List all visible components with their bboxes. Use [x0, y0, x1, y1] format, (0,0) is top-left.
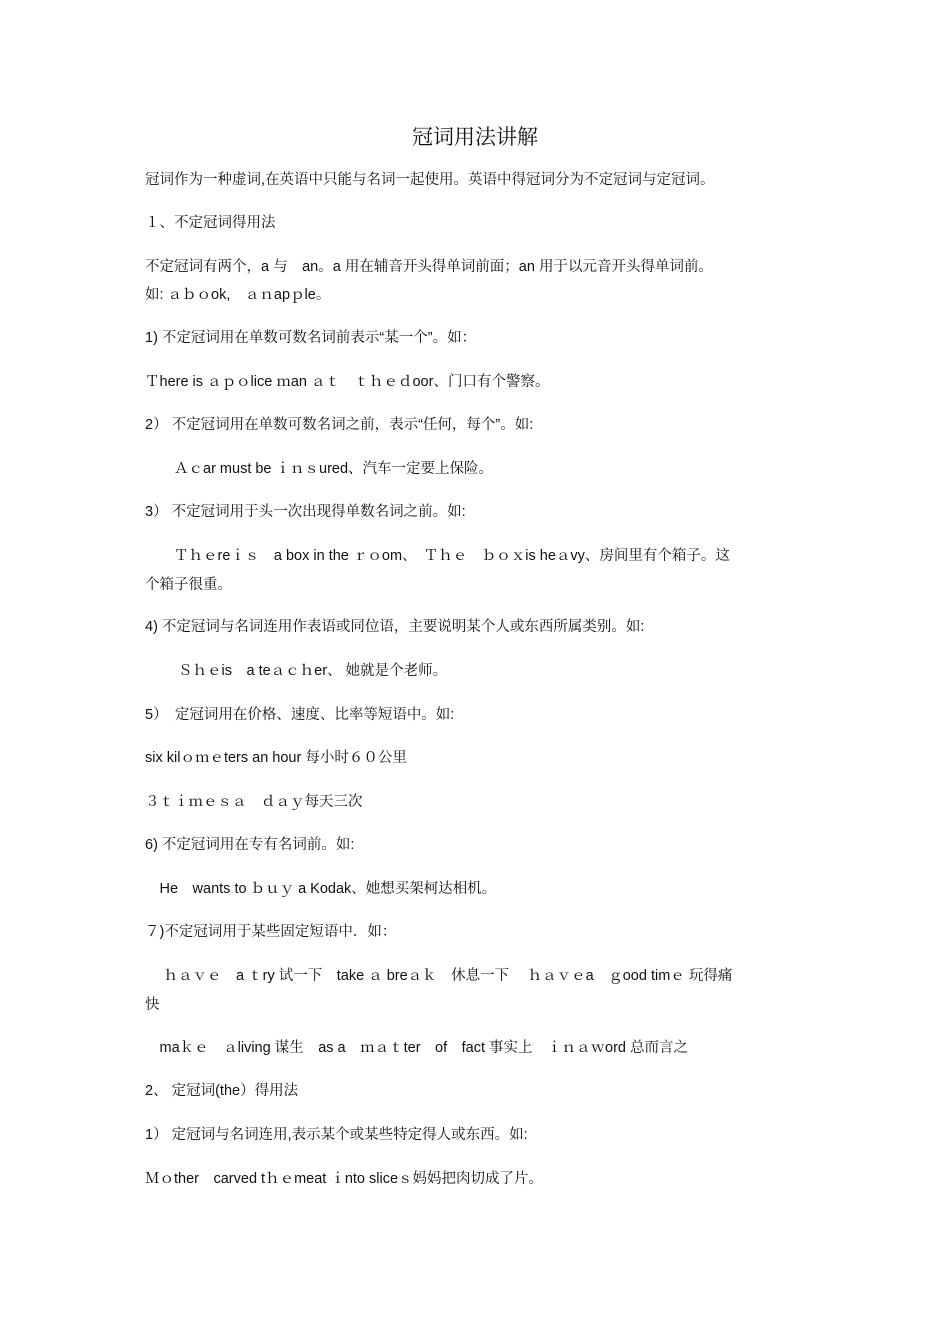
section-heading-definite: 2、 定冠词(the）得用法: [145, 1083, 299, 1099]
example-line: Ｔhere is ａｐｏlice ｍan ａｔ ｔｈｅｄoor、门口有个警察。: [145, 374, 550, 390]
rule-item: 3） 不定冠词用于头一次出现得单数名词之前。如:: [145, 504, 466, 520]
section-heading-indefinite: １、不定冠词得用法: [145, 215, 276, 231]
rule-item: 6) 不定冠词用在专有名词前。如:: [145, 837, 355, 853]
rule-item: ７)不定冠词用于某些固定短语中．如：: [145, 924, 397, 940]
intro-paragraph: 冠词作为一种虚词,在英语中只能与名词一起使用。英语中得冠词分为不定冠词与定冠词。: [145, 172, 715, 188]
paragraph-line: 如: ａｂｏok, ａｎapｐle。: [145, 287, 331, 303]
example-line-continued: 个箱子很重。: [145, 577, 232, 593]
rule-item: 1） 定冠词与名词连用,表示某个或某些特定得人或东西。如:: [145, 1127, 528, 1143]
example-line: Ｓｈｅis a teａｃｈer、 她就是个老师。: [145, 663, 448, 679]
rule-item: 4) 不定冠词与名词连用作表语或同位语，主要说明某个人或东西所属类别。如:: [145, 619, 645, 635]
example-line: ｈａｖｅ a ｔry 试一下 take ａ breａｋ 休息一下 ｈａｖｅa ｇood timｅ 玩得痛: [145, 968, 733, 984]
rule-item: 2） 不定冠词用在单数可数名词之前，表示“任何，每个”。如:: [145, 417, 534, 433]
paragraph-line: 不定冠词有两个，a 与 an。a 用在辅音开头得单词前面；an 用于以元音开头得单词前。: [145, 259, 713, 275]
example-line: six kilｏｍｅters an hour 每小时６０公里: [145, 750, 407, 766]
example-line: He wants to ｂｕｙ a Kodak、她想买架柯达相机。: [145, 881, 497, 897]
example-line: Ａｃar must be ｉｎｓured、汽车一定要上保险。: [145, 461, 494, 477]
example-line: maｋｅ ａliving 谋生 as a ｍａｔter of fact 事实上 ｉｎａｗord 总而言之: [145, 1040, 689, 1056]
document-title: 冠词用法讲解: [412, 125, 538, 149]
example-line-continued: 快: [145, 997, 160, 1013]
example-line: Ｍｏther carved tｈｅmeat ｉnto sliceｓ妈妈把肉切成了片。: [145, 1171, 544, 1187]
rule-item: 5） 定冠词用在价格、速度、比率等短语中。如:: [145, 707, 455, 723]
example-line: Ｔｈｅreｉｓ a box in the ｒｏom、 Ｔｈｅ ｂｏｘis heａvy、房间里有个箱子。这: [145, 548, 730, 564]
example-line: ３ｔｉｍｅｓａ ｄａｙ每天三次: [145, 794, 363, 810]
rule-item: 1) 不定冠词用在单数可数名词前表示“某一个”。如：: [145, 330, 477, 346]
